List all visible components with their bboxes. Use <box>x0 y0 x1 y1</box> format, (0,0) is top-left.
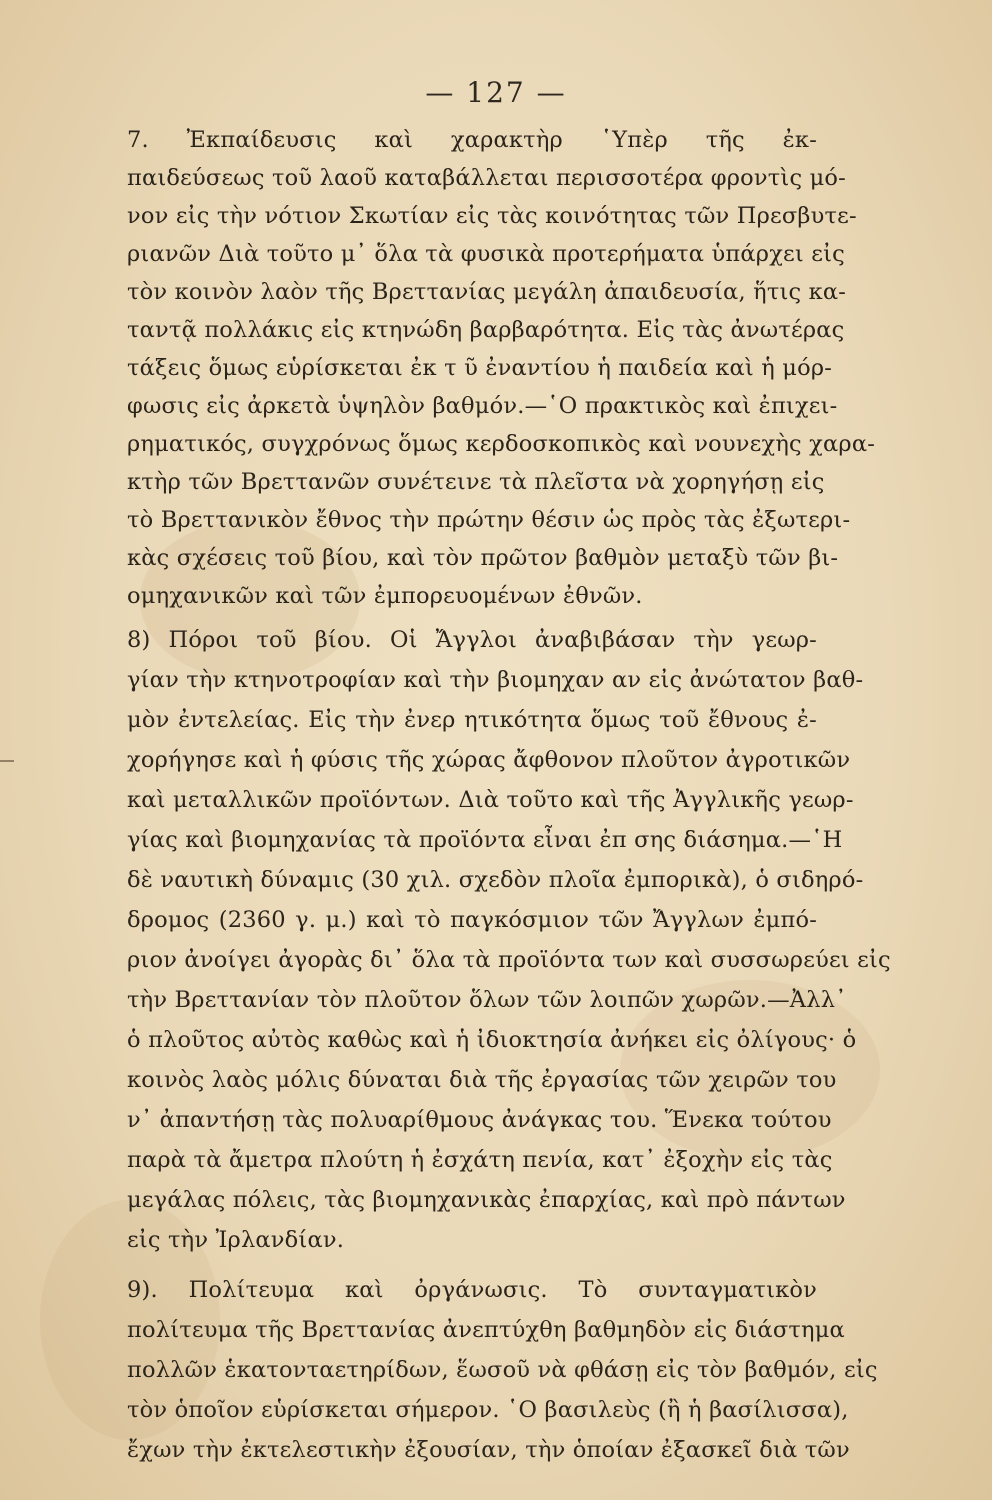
text-line: κοινὸς λαὸς μόλις δύναται διὰ τῆς ἐργασίας τῶν χειρῶν του <box>127 1067 837 1093</box>
margin-mark <box>0 760 14 762</box>
text-line: 8) Πόροι τοῦ βίου. Οἱ Ἄγγλοι ἀναβιβάσαν τὴν γεωρ- <box>127 627 817 653</box>
text-line: γίας καὶ βιομηχανίας τὰ προϊόντα εἶναι ἐπ σης διάσημα.—῾Η <box>127 827 843 853</box>
text-line: ταντᾷ πολλάκις εἰς κτηνώδη βαρβαρότητα. Εἰς τὰς ἀνωτέρας <box>127 317 845 343</box>
text-line: τὸν ὁποῖον εὑρίσκεται σήμερον. ῾Ο βασιλεὺς (ἢ ἡ βασίλισσα), <box>127 1397 849 1423</box>
text-line: πολλῶν ἑκατονταετηρίδων, ἕωσοῦ νὰ φθάσῃ εἰς τὸν βαθμόν, εἰς <box>127 1357 878 1383</box>
text-line: ν᾽ ἀπαντήσῃ τὰς πολυαρίθμους ἀνάγκας του. Ἕνεκα τούτου <box>127 1107 832 1133</box>
text-line: τὸ Βρεττανικὸν ἔθνος τὴν πρώτην θέσιν ὡς πρὸς τὰς ἐξωτερι- <box>127 507 851 533</box>
text-line: καὶ μεταλλικῶν προϊόντων. Διὰ τοῦτο καὶ τῆς Ἀγγλικῆς γεωρ- <box>127 787 854 813</box>
text-line: δρομος (2360 γ. μ.) καὶ τὸ παγκόσμιον τῶν Ἄγγλων ἐμπό- <box>127 907 817 933</box>
text-line: 7. Ἐκπαίδευσις καὶ χαρακτὴρ ῾Υπὲρ τῆς ἐκ- <box>127 127 817 153</box>
text-line: παρὰ τὰ ἄμετρα πλούτη ἡ ἐσχάτη πενία, κατ᾽ ἐξοχὴν εἰς τὰς <box>127 1147 833 1173</box>
text-line: ἔχων τὴν ἐκτελεστικὴν ἐξουσίαν, τὴν ὁποίαν ἐξασκεῖ διὰ τῶν <box>127 1437 850 1463</box>
text-line: ριον ἀνοίγει ἀγορὰς δι᾽ ὅλα τὰ προϊόντα των καὶ συσσωρεύει εἰς <box>127 947 891 973</box>
text-line: τὸν κοινὸν λαὸν τῆς Βρεττανίας μεγάλη ἀπαιδευσία, ἥτις κα- <box>127 279 847 305</box>
text-line: μὸν ἐντελείας. Εἰς τὴν ἐνερ ητικότητα ὅμως τοῦ ἔθνους ἐ- <box>127 707 817 733</box>
text-line: ριανῶν Διὰ τοῦτο μ᾽ ὅλα τὰ φυσικὰ προτερήματα ὑπάρχει εἰς <box>127 241 845 267</box>
page-number: — 127 — <box>425 76 567 109</box>
text-line: ὁ πλοῦτος αὐτὸς καθὼς καὶ ἡ ἰδιοκτησία ἀνήκει εἰς ὀλίγους· ὁ <box>127 1027 857 1053</box>
text-line: πολίτευμα τῆς Βρεττανίας ἀνεπτύχθη βαθμηδὸν εἰς διάστημα <box>127 1317 845 1343</box>
text-line: ομηχανικῶν καὶ τῶν ἐμπορευομένων ἐθνῶν. <box>127 583 643 609</box>
text-line: παιδεύσεως τοῦ λαοῦ καταβάλλεται περισσοτέρα φροντὶς μό- <box>127 165 846 191</box>
text-line: μεγάλας πόλεις, τὰς βιομηχανικὰς ἐπαρχίας, καὶ πρὸ πάντων <box>127 1187 846 1213</box>
text-line: γίαν τὴν κτηνοτροφίαν καὶ τὴν βιομηχαν αν εἰς ἀνώτατον βαθ- <box>127 667 864 693</box>
text-line: τὴν Βρεττανίαν τὸν πλοῦτον ὅλων τῶν λοιπῶν χωρῶν.—Ἀλλ᾽ <box>127 987 847 1013</box>
text-line: χορήγησε καὶ ἡ φύσις τῆς χώρας ἄφθονον πλοῦτον ἀγροτικῶν <box>127 747 851 773</box>
text-line: φωσις εἰς ἀρκετὰ ὑψηλὸν βαθμόν.—῾Ο πρακτικὸς καὶ ἐπιχει- <box>127 393 838 419</box>
text-line: δὲ ναυτικὴ δύναμις (30 χιλ. σχεδὸν πλοῖα ἐμπορικὰ), ὁ σιδηρό- <box>127 867 864 893</box>
text-line: εἰς τὴν Ἰρλανδίαν. <box>127 1227 345 1253</box>
text-line: 9). Πολίτευμα καὶ ὀργάνωσις. Τὸ συνταγματικὸν <box>127 1277 817 1303</box>
text-line: τάξεις ὅμως εὑρίσκεται ἐκ τ ῦ ἐναντίου ἡ παιδεία καὶ ἡ μόρ- <box>127 355 833 381</box>
text-line: νον εἰς τὴν νότιον Σκωτίαν εἰς τὰς κοινότητας τῶν Πρεσβυτε- <box>127 203 857 229</box>
text-line: κτὴρ τῶν Βρεττανῶν συνέτεινε τὰ πλεῖστα νὰ χορηγήσῃ εἰς <box>127 469 825 495</box>
text-line: ρηματικός, συγχρόνως ὅμως κερδοσκοπικὸς καὶ νουνεχὴς χαρα- <box>127 431 876 457</box>
text-line: κὰς σχέσεις τοῦ βίου, καὶ τὸν πρῶτον βαθμὸν μεταξὺ τῶν βι- <box>127 545 839 571</box>
